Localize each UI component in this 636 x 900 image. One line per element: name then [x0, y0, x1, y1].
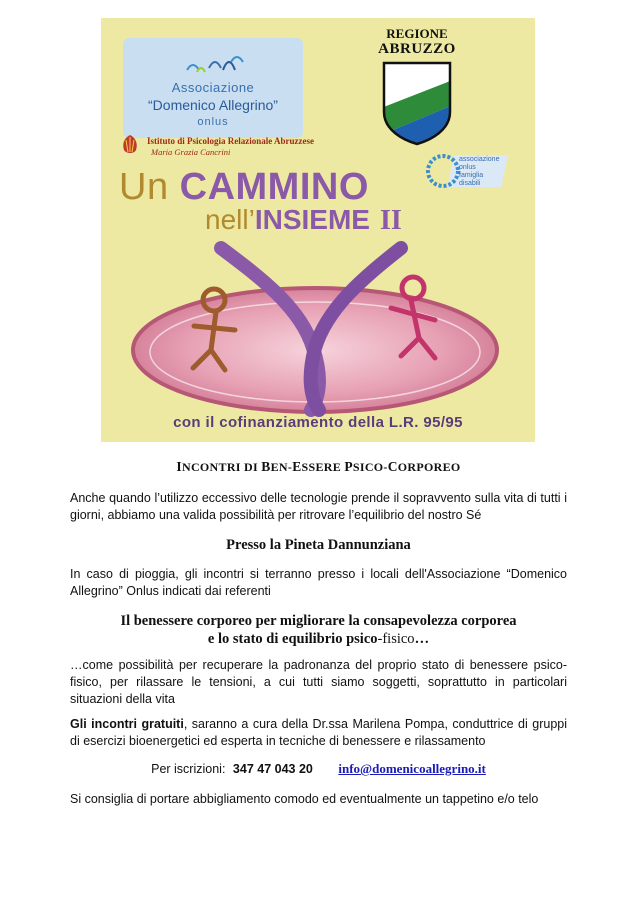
heading-capital: C	[387, 459, 398, 474]
free-meetings-paragraph	[70, 716, 567, 750]
benessere-heading-ellipsis: …	[414, 631, 430, 647]
possibility-paragraph: …come possibilità per recuperare la padronanza del proprio stato di benessere psico-fisico, per rilassare le tensioni, a cui tutti siamo soggetti, soprattutto in particolari situazioni della vita	[70, 658, 567, 706]
onlus-text-line: famiglia	[459, 172, 484, 179]
poster-title-line1	[119, 166, 369, 209]
title-roman-numeral: II	[379, 205, 402, 236]
benessere-heading-bold: e lo stato di equilibrio psico	[207, 631, 378, 647]
istituto-logo	[121, 134, 361, 158]
heading-smallcaps: SSERE	[301, 460, 345, 474]
title-nell: nell’	[205, 204, 255, 235]
onlus-text-line: onlus	[459, 164, 476, 171]
registration-line	[70, 761, 567, 777]
title-un: Un	[119, 166, 180, 208]
people-illustration	[101, 238, 535, 418]
association-logo	[123, 38, 303, 138]
heading-smallcaps: NCONTRI DI	[181, 460, 262, 474]
onlus-text-line: associazione	[459, 156, 500, 163]
heading-capital: E	[292, 459, 302, 474]
location-heading: Presso la Pineta Dannunziana	[226, 537, 411, 553]
registration-phone: 347 47 043 20	[232, 762, 313, 776]
heading-smallcaps: ORPOREO	[397, 460, 461, 474]
intro-paragraph: Anche quando l’utilizzo eccessivo delle tecnologie prende il sopravvento sulla vita di tutti i giorni, abbiamo una valida possibilità per ritrovare l’equilibrio del nostro Sé	[70, 491, 567, 522]
benessere-heading	[70, 612, 567, 648]
benessere-heading-line2	[70, 630, 567, 648]
advice-paragraph: Si consiglia di portare abbigliamento comodo ed eventualmente un tappetino e/o telo	[70, 792, 539, 806]
heading-capital: P	[344, 459, 353, 474]
regione-label	[373, 26, 461, 57]
regione-line1: REGIONE	[386, 26, 448, 41]
istituto-name: Istituto di Psicologia Relazionale Abruzzese	[147, 136, 314, 146]
heading-smallcaps: SICO-	[352, 460, 388, 474]
heading-capital: I	[176, 459, 182, 474]
rain-paragraph: In caso di pioggia, gli incontri si terranno presso i locali dell'Associazione “Domenico Allegrino” Onlus indicati dai referenti	[70, 567, 567, 598]
registration-email-link[interactable]: info@domenicoallegrino.it	[338, 761, 486, 776]
association-name-line1: Associazione	[171, 80, 255, 95]
title-cammino: CAMMINO	[179, 166, 369, 208]
association-name-line3: onlus	[197, 116, 229, 128]
free-meetings-rest: , saranno a cura della Dr.ssa Marilena Pompa, conduttrice di gruppi di esercizi bioenergetici ed esperta in tecniche di benessere e rilassamento	[70, 717, 567, 748]
regione-line2: ABRUZZO	[378, 41, 456, 57]
section-heading	[70, 459, 567, 475]
onlus-disabili-text	[459, 156, 499, 188]
heading-capital: B	[261, 459, 271, 474]
heading-smallcaps: EN-	[270, 460, 293, 474]
benessere-heading-line1: Il benessere corporeo per migliorare la consapevolezza corporea	[120, 613, 517, 629]
regione-shield-icon	[381, 60, 453, 146]
free-meetings-bold: Gli incontri gratuiti	[70, 717, 184, 731]
onlus-text-line: disabili	[459, 180, 481, 187]
shell-emblem-icon	[121, 134, 139, 156]
benessere-heading-normal: -fisico	[377, 631, 415, 647]
registration-label: Per iscrizioni:	[151, 762, 226, 776]
birds-icon	[185, 50, 245, 76]
poster-title-line2	[205, 204, 402, 237]
association-name-line2: “Domenico Allegrino”	[148, 97, 278, 113]
istituto-subtitle: Maria Grazia Cancrini	[151, 147, 231, 157]
title-insieme: INSIEME	[254, 204, 370, 235]
poster	[101, 18, 535, 442]
cofinanziamento-text: con il cofinanziamento della L.R. 95/95	[173, 414, 463, 431]
